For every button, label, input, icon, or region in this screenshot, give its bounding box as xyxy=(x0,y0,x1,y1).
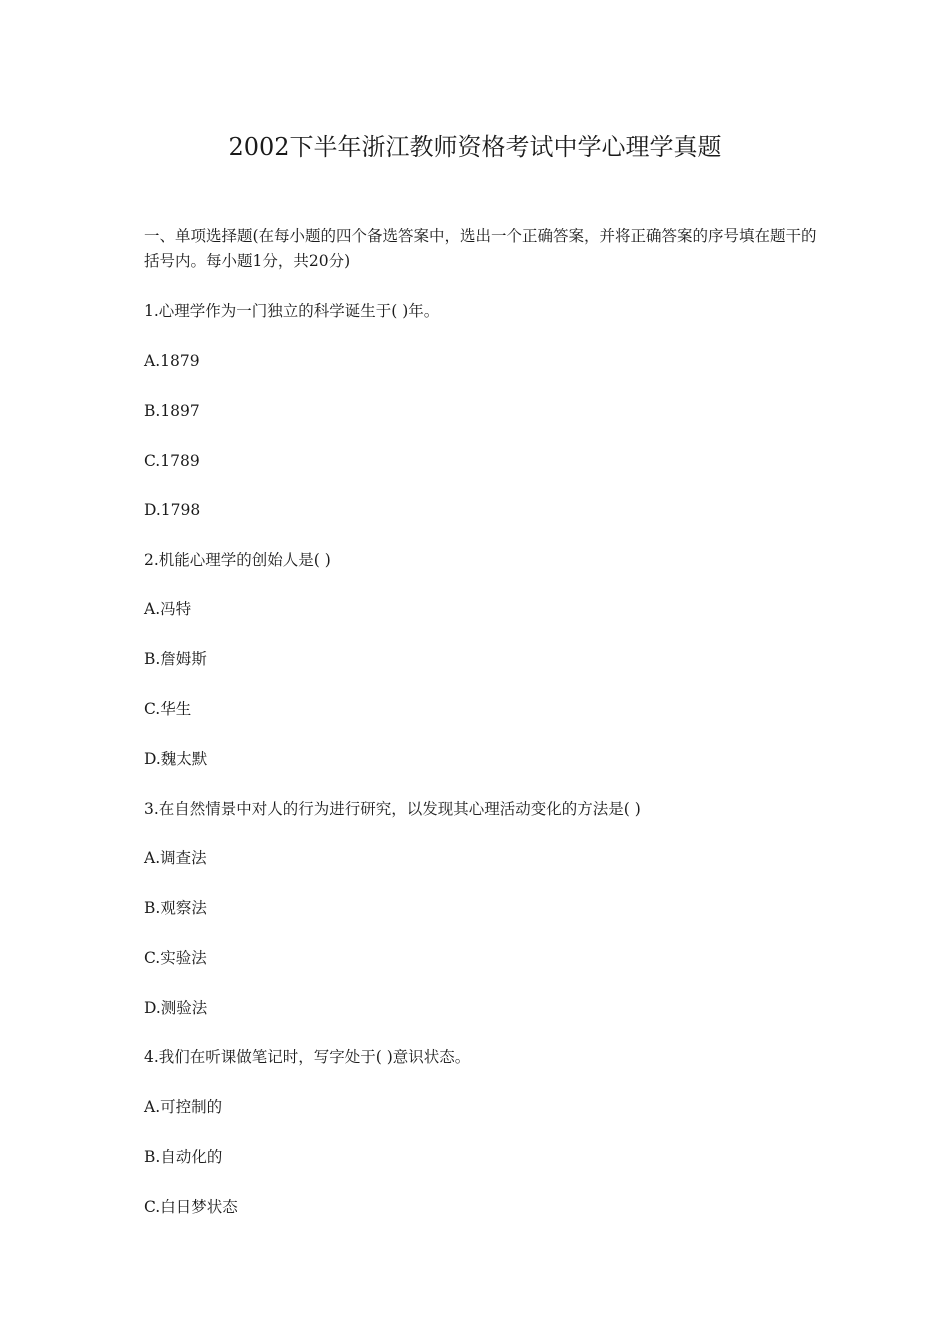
answer-option: D.测验法 xyxy=(144,999,208,1017)
answer-option: B.观察法 xyxy=(144,899,207,917)
answer-option: D.魏太默 xyxy=(144,750,208,768)
question-stem: 1.心理学作为一门独立的科学诞生于( )年。 xyxy=(144,302,440,320)
answer-option: C.实验法 xyxy=(144,949,207,967)
answer-option: B.1897 xyxy=(144,402,200,420)
question-stem: 4.我们在听课做笔记时，写字处于( )意识状态。 xyxy=(144,1048,471,1066)
answer-option: C.华生 xyxy=(144,700,192,718)
question-stem: 2.机能心理学的创始人是( ) xyxy=(144,551,331,569)
question-stem: 3.在自然情景中对人的行为进行研究，以发现其心理活动变化的方法是( ) xyxy=(144,800,641,818)
answer-option: D.1798 xyxy=(144,501,201,519)
answer-option: A.调查法 xyxy=(144,849,207,867)
answer-option: A.1879 xyxy=(144,352,200,370)
answer-option: A.冯特 xyxy=(144,600,192,618)
answer-option: B.自动化的 xyxy=(144,1148,223,1166)
answer-option: A.可控制的 xyxy=(144,1098,223,1116)
answer-option: B.詹姆斯 xyxy=(144,650,207,668)
page-title: 2002下半年浙江教师资格考试中学心理学真题 xyxy=(228,133,722,161)
answer-option: C.1789 xyxy=(144,452,200,470)
answer-option: C.白日梦状态 xyxy=(144,1198,238,1216)
section-header: 一、单项选择题(在每小题的四个备选答案中，选出一个正确答案，并将正确答案的序号填在题干的括号内。每小题1分，共20分) xyxy=(144,227,817,270)
